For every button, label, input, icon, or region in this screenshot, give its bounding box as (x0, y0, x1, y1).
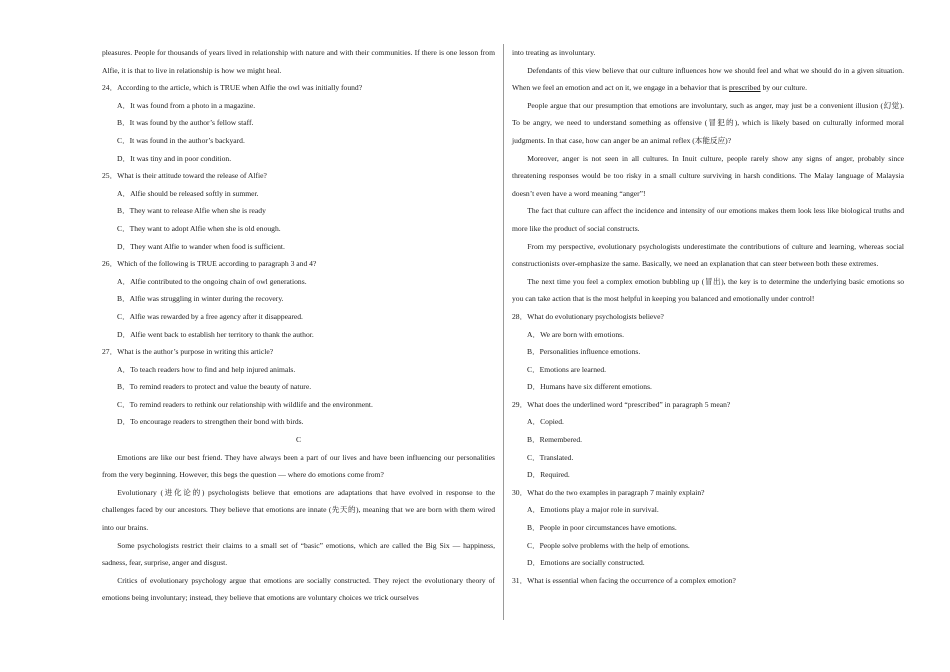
passage-paragraph: From my perspective, evolutionary psychologists underestimate the contributions of culture and learning, whereas social constructionists over-emphasize the same. Basically, we need an explanation that can steer between both these extremes. (512, 241, 904, 269)
question-stem: 30．What do the two examples in paragraph 7 mainly explain? (512, 487, 705, 497)
passage-paragraph: Emotions are like our best friend. They have always been a part of our lives and have been influencing our personalities from the very beginning. However, this begs the question — where do emotions come from? (102, 452, 495, 480)
option-c: C．To remind readers to rethink our relationship with wildlife and the environment. (117, 399, 373, 409)
option-d: D．Humans have six different emotions. (527, 382, 652, 392)
question-24 (102, 79, 495, 167)
underlined-word: prescribed (728, 83, 761, 93)
option-c: C．It was found in the author’s backyard. (117, 135, 245, 145)
passage-paragraph: Evolutionary (进化论的) psychologists believe that emotions are adaptations that have evolved in response to the challenges faced by our ancestors. They believe that emotions are innate (先天的), meaning that we are born with them wired into our brains. (102, 487, 495, 533)
option-d: D．They want Alfie to wander when food is sufficient. (117, 241, 285, 251)
option-c: C．Emotions are learned. (527, 364, 607, 374)
option-b: B．Remembered. (527, 435, 583, 445)
option-c: C．Translated. (527, 452, 574, 462)
option-c: C．They want to adopt Alfie when she is old enough. (117, 223, 281, 233)
passage-paragraph: Some psychologists restrict their claims to a small set of “basic” emotions, which are called the Big Six — happiness, sadness, fear, surprise, anger and disgust. (102, 540, 495, 568)
option-b: B．It was found by the author’s fellow staff. (117, 118, 254, 128)
question-stem: 26．Which of the following is TRUE according to paragraph 3 and 4? (102, 259, 317, 269)
question-stem: 28．What do evolutionary psychologists believe? (512, 311, 664, 321)
option-d: D．To encourage readers to strengthen their bond with birds. (117, 417, 304, 427)
option-a: A．It was found from a photo in a magazine. (117, 100, 256, 110)
passage-paragraph: Critics of evolutionary psychology argue that emotions are socially constructed. They reject the evolutionary theory of emotions being involuntary; instead, they believe that emotions are voluntary choices we trick ourselves (102, 575, 495, 603)
option-c: C．Alfie was rewarded by a free agency after it disappeared. (117, 311, 303, 321)
option-d: D．It was tiny and in poor condition. (117, 153, 232, 163)
right-column (512, 44, 904, 589)
option-b: B．They want to release Alfie when she is ready (117, 206, 266, 216)
option-b: B．People in poor circumstances have emotions. (527, 523, 677, 533)
question-stem: 27．What is the author’s purpose in writing this article? (102, 347, 274, 357)
question-30 (512, 484, 904, 572)
passage-paragraph: The fact that culture can affect the incidence and intensity of our emotions makes them look less like biological truths and more like the product of social constructs. (512, 206, 904, 233)
option-d: D．Required. (527, 470, 570, 480)
question-stem: 25．What is their attitude toward the release of Alfie? (102, 171, 267, 181)
question-27 (102, 343, 495, 431)
passage-paragraph: People argue that our presumption that emotions are involuntary, such as anger, may just be a convenient illusion (幻觉). To be angry, we need to understand something as offensive (冒犯的), which is likely based on culturally informed moral judgments. In that case, how can anger be an animal reflex (本能反应)? (512, 100, 904, 145)
option-a: A．We are born with emotions. (527, 329, 625, 339)
option-b: B．Personalities influence emotions. (527, 347, 641, 357)
option-a: A．Copied. (527, 417, 564, 427)
option-d: D．Emotions are socially constructed. (527, 558, 645, 568)
option-a: A．To teach readers how to find and help injured animals. (117, 364, 296, 374)
column-divider (503, 44, 504, 620)
question-28 (512, 308, 904, 396)
passage-paragraph: Defendants of this view believe that our culture influences how we should feel and what we should do in a given situation. When we feel an emotion and act on it, we engage in a behavior that is prescribed by our culture. (512, 65, 904, 93)
question-29 (512, 396, 904, 484)
option-b: B．Alfie was struggling in winter during the recovery. (117, 294, 284, 304)
option-d: D．Alfie went back to establish her territory to thank the author. (117, 329, 314, 339)
question-stem: 31．What is essential when facing the occurrence of a complex emotion? (512, 575, 736, 585)
question-31 (512, 572, 904, 590)
option-a: A．Alfie should be released softly in summer. (117, 188, 259, 198)
passage-b-ending: pleasures. People for thousands of years lived in relationship with nature and with their communities. If there is one lesson from Alfie, it is that to live in relationship is how we might heal. (102, 48, 495, 75)
section-heading: C (295, 435, 302, 445)
left-column (102, 44, 495, 607)
passage-paragraph: The next time you feel a complex emotion bubbling up (冒出), the key is to determine the underlying basic emotions so you can take action that is the most helpful in keeping you balanced and emotionally under control! (512, 276, 904, 304)
question-stem: 24．According to the article, which is TRUE when Alfie the owl was initially found? (102, 83, 363, 93)
option-a: A．Emotions play a major role in survival. (527, 505, 659, 515)
question-25 (102, 167, 495, 255)
option-a: A．Alfie contributed to the ongoing chain of owl generations. (117, 276, 307, 286)
option-b: B．To remind readers to protect and value the beauty of nature. (117, 382, 312, 392)
question-26 (102, 255, 495, 343)
passage-paragraph: Moreover, anger is not seen in all cultures. In Inuit culture, people rarely show any signs of anger, probably since threatening responses would be too risky in a small culture surviving in harsh conditions. The Malay language of Malaysia doesn’t even have a word meaning “anger”! (512, 153, 904, 198)
option-c: C．People solve problems with the help of emotions. (527, 540, 690, 550)
question-stem: 29．What does the underlined word “prescribed” in paragraph 5 mean? (512, 399, 731, 409)
passage-continuation: into treating as involuntary. (512, 48, 596, 57)
